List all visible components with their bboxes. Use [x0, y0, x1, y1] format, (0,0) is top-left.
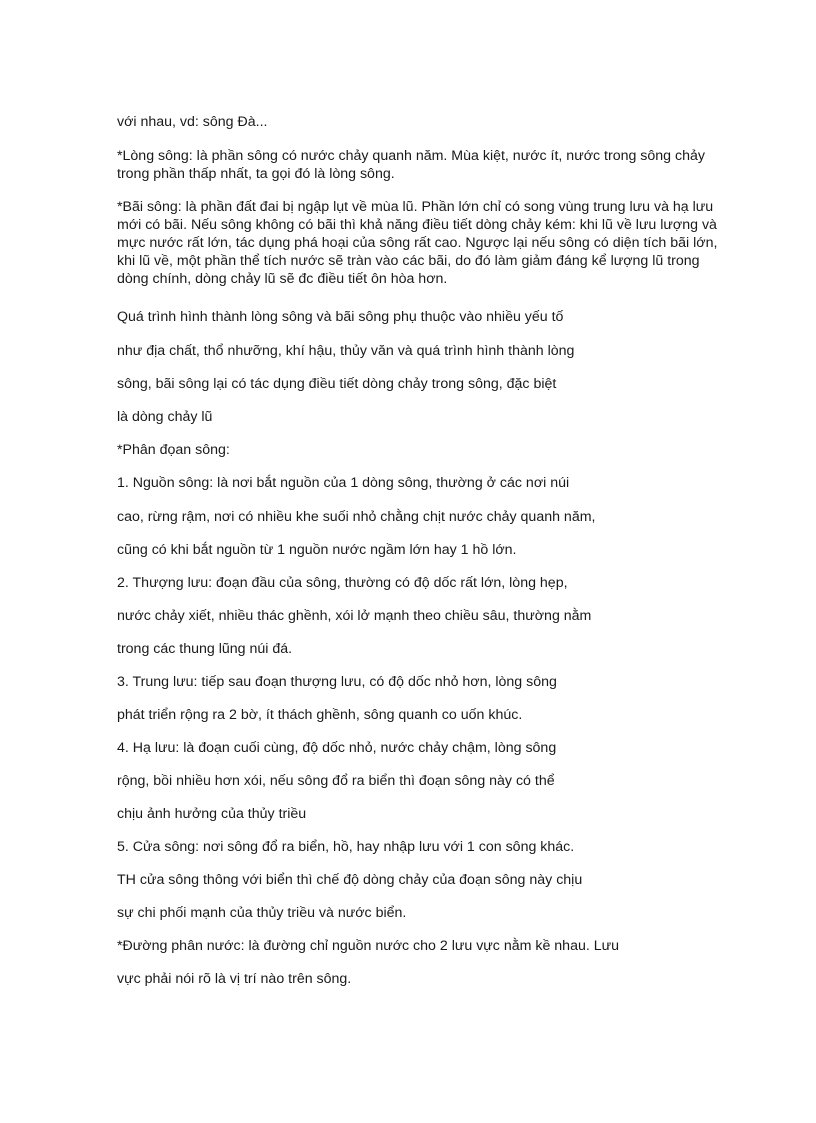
- text-line: vực phải nói rõ là vị trí nào trên sông.: [117, 971, 352, 987]
- text-line: sự chi phối mạnh của thủy triều và nước biển.: [117, 905, 407, 921]
- text-line: khi lũ về, một phần thể tích nước sẽ tràn vào các bãi, do đó làm giảm đáng kể lượng lũ trong: [117, 253, 700, 269]
- text-line: phát triển rộng ra 2 bờ, ít thách ghềnh, sông quanh co uốn khúc.: [117, 707, 523, 723]
- text-line: Quá trình hình thành lòng sông và bãi sông phụ thuộc vào nhiều yếu tố: [117, 309, 564, 325]
- text-line: mực nước rất lớn, tác dụng phá hoại của sông rất cao. Ngược lại nếu sông có diện tích bãi lớn,: [117, 235, 718, 251]
- text-line: sông, bãi sông lại có tác dụng điều tiết dòng chảy trong sông, đặc biệt: [117, 376, 557, 392]
- text-line: TH cửa sông thông với biển thì chế độ dòng chảy của đoạn sông này chịu: [117, 872, 583, 888]
- text-line: cũng có khi bắt nguồn từ 1 nguồn nước ngầm lớn hay 1 hồ lớn.: [117, 542, 517, 558]
- text-line: trong phần thấp nhất, ta gọi đó là lòng sông.: [117, 166, 395, 182]
- text-line: *Lòng sông: là phần sông có nước chảy quanh năm. Mùa kiệt, nước ít, nước trong sông chảy: [117, 148, 705, 164]
- text-line: *Bãi sông: là phần đất đai bị ngập lụt về mùa lũ. Phần lớn chỉ có song vùng trung lưu và hạ lưu: [117, 199, 714, 215]
- text-line: với nhau, vd: sông Đà...: [117, 114, 268, 130]
- text-line: *Phân đọan sông:: [117, 442, 230, 458]
- text-line: cao, rừng rậm, nơi có nhiều khe suối nhỏ chằng chịt nước chảy quanh năm,: [117, 509, 596, 525]
- text-line: 2. Thượng lưu: đoạn đầu của sông, thường có độ dốc rất lớn, lòng hẹp,: [117, 575, 568, 591]
- text-line: *Đường phân nước: là đường chỉ nguồn nước cho 2 lưu vực nằm kề nhau. Lưu: [117, 938, 620, 954]
- text-line: chịu ảnh hưởng của thủy triều: [117, 806, 307, 822]
- text-line: 5. Cửa sông: nơi sông đổ ra biển, hồ, hay nhập lưu với 1 con sông khác.: [117, 839, 575, 855]
- text-line: là dòng chảy lũ: [117, 409, 213, 425]
- text-line: mới có bãi. Nếu sông không có bãi thì khả năng điều tiết dòng chảy kém: khi lũ về lưu lượng và: [117, 217, 717, 233]
- text-line: 1. Nguồn sông: là nơi bắt nguồn của 1 dòng sông, thường ở các nơi núi: [117, 475, 570, 491]
- text-line: như địa chất, thổ nhưỡng, khí hậu, thủy văn và quá trình hình thành lòng: [117, 343, 575, 359]
- text-line: trong các thung lũng núi đá.: [117, 641, 293, 657]
- text-line: dòng chính, dòng chảy lũ sẽ đc điều tiết ôn hòa hơn.: [117, 271, 448, 287]
- text-line: 4. Hạ lưu: là đoạn cuối cùng, độ dốc nhỏ, nước chảy chậm, lòng sông: [117, 740, 557, 756]
- text-line: rộng, bồi nhiều hơn xói, nếu sông đổ ra biển thì đoạn sông này có thể: [117, 773, 555, 789]
- text-line: 3. Trung lưu: tiếp sau đoạn thượng lưu, có độ dốc nhỏ hơn, lòng sông: [117, 674, 557, 690]
- text-line: nước chảy xiết, nhiều thác ghềnh, xói lở mạnh theo chiều sâu, thường nằm: [117, 608, 592, 624]
